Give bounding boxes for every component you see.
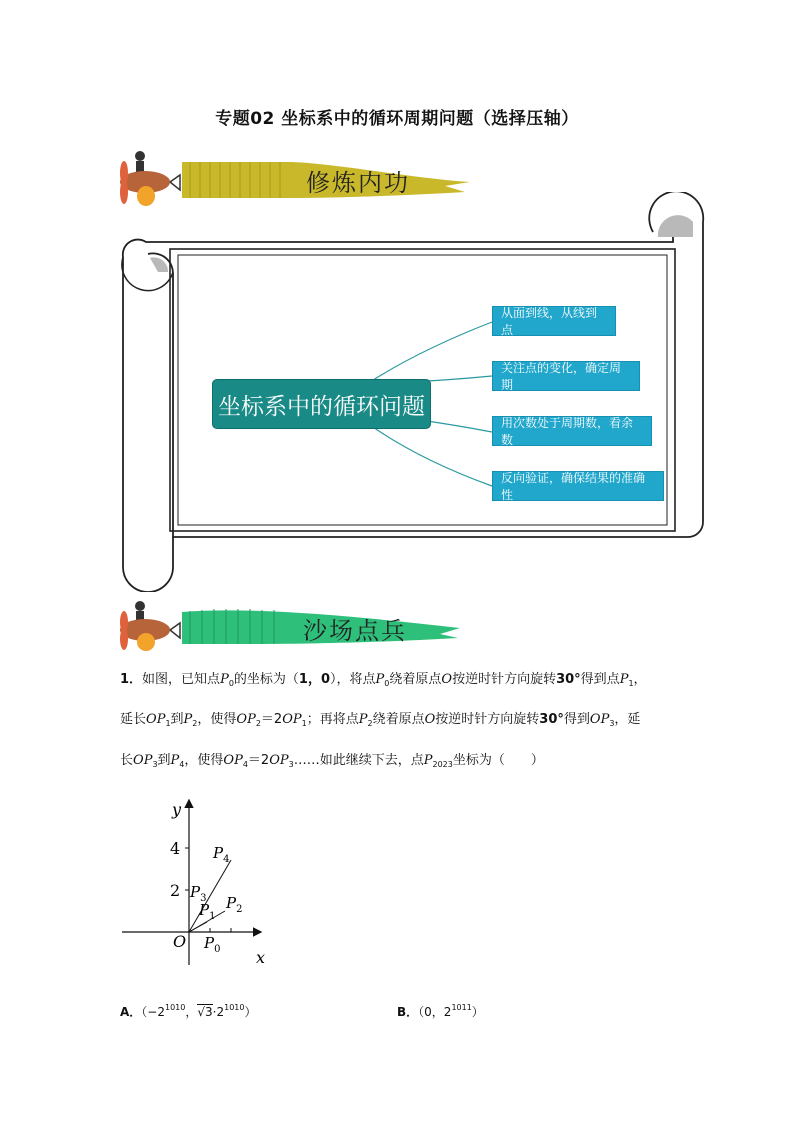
question-line-2: 延长$OP_1$到$P_2$，使得$OP_2=2OP_1$；再将点$P_2$绕着原点O按逆时针方向旋转30°得到$OP_3$，延 bbox=[120, 712, 641, 728]
mindmap-branch-4: 反向验证，确保结果的准确性 bbox=[492, 471, 664, 501]
question-line-3: 长$OP_3$到$P_4$，使得$OP_4=2OP_3\dots\dots$如此继续下去，点$P_{2023}$坐标为（ ） bbox=[120, 753, 544, 769]
label-P3: $P_3$ bbox=[190, 883, 207, 904]
banner-plane-2 bbox=[110, 598, 480, 658]
x-label: x bbox=[256, 948, 266, 967]
tick-label-4: 4 bbox=[170, 839, 181, 858]
y-label: y bbox=[172, 800, 182, 819]
mindmap-branch-1: 从面到线，从线到点 bbox=[492, 306, 616, 336]
option-b[interactable]: B．（0，$2^{1011}$） bbox=[397, 1003, 484, 1019]
label-P1: $P_1$ bbox=[199, 901, 216, 922]
banner-label-1: 修炼内功 bbox=[306, 169, 410, 197]
tick-label-2: 2 bbox=[170, 881, 181, 900]
option-a[interactable]: A．（$-2^{1010}$，$√3\cdot 2^{1010}$） bbox=[120, 1003, 257, 1019]
question-line-1: 1．如图，已知点$P_0$的坐标为（1，0），将点$P_0$绕着原点O按逆时针方向旋转30°得到点$P_1$， bbox=[120, 672, 647, 688]
sqrt-symbol: √3 bbox=[197, 1005, 213, 1019]
label-P2: $P_2$ bbox=[226, 894, 243, 915]
label-P0: $P_0$ bbox=[204, 934, 221, 955]
mindmap-branch-3: 用次数处于周期数，看余数 bbox=[492, 416, 652, 446]
banner-label-2: 沙场点兵 bbox=[303, 617, 407, 645]
label-P4: $P_4$ bbox=[213, 844, 230, 865]
pilot-figure-1 bbox=[135, 151, 145, 173]
mindmap-branch-2: 关注点的变化，确定周期 bbox=[492, 361, 640, 391]
origin-label: O bbox=[173, 932, 187, 951]
mindmap-center-topic: 坐标系中的循环问题 bbox=[212, 379, 431, 429]
page-title: 专题02 坐标系中的循环周期问题（选择压轴） bbox=[215, 109, 579, 129]
coordinate-figure bbox=[118, 795, 278, 975]
